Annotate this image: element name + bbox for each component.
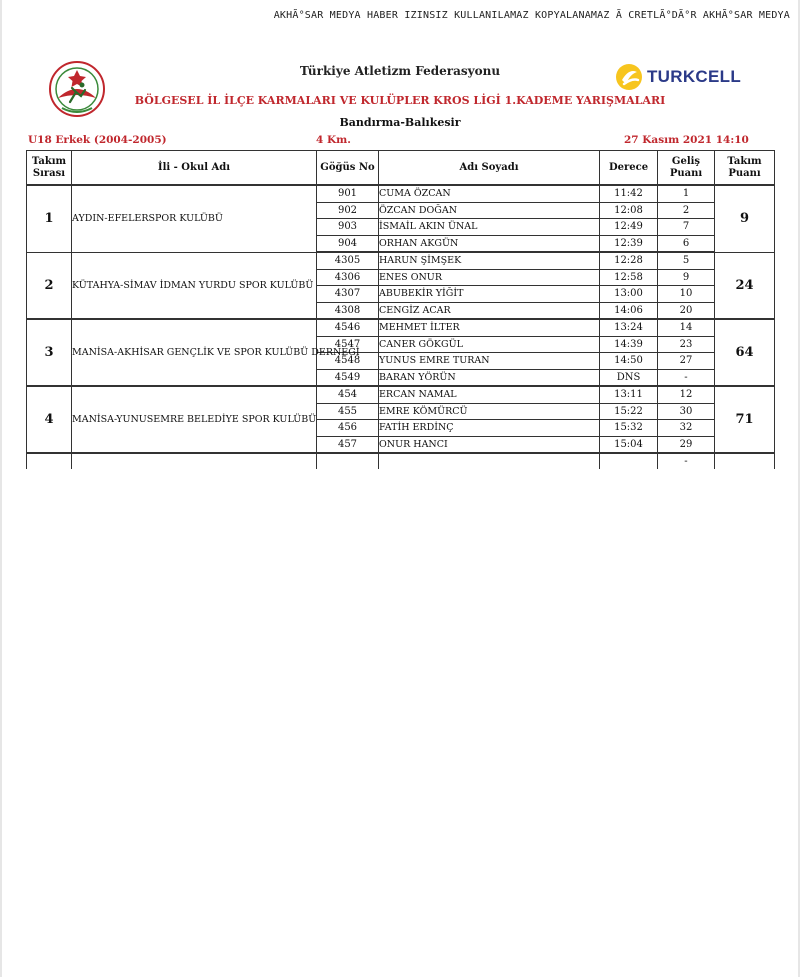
athlete-points: - bbox=[658, 369, 715, 386]
athlete-points: 23 bbox=[658, 336, 715, 353]
organization-title: Türkiye Atletizm Federasyonu bbox=[299, 64, 501, 78]
athlete-points: 29 bbox=[658, 436, 715, 453]
blank-cell bbox=[72, 453, 317, 469]
athlete-time: 15:04 bbox=[600, 436, 658, 453]
table-row bbox=[27, 386, 775, 403]
athlete-bib: 904 bbox=[317, 235, 379, 252]
column-header-rank: Takım Sırası bbox=[27, 151, 72, 186]
athlete-points: 14 bbox=[658, 319, 715, 336]
athlete-time: 13:00 bbox=[600, 286, 658, 303]
athlete-name: BARAN YÖRÜN bbox=[379, 369, 600, 386]
athlete-name: ORHAN AKGÜN bbox=[379, 235, 600, 252]
athlete-time: 12:39 bbox=[600, 235, 658, 252]
athlete-points: 32 bbox=[658, 420, 715, 437]
athlete-name: HARUN ŞİMŞEK bbox=[379, 252, 600, 269]
column-header-name: Adı Soyadı bbox=[379, 151, 600, 186]
athlete-bib: 4546 bbox=[317, 319, 379, 336]
team-rank: 4 bbox=[27, 386, 72, 453]
athlete-points: 27 bbox=[658, 353, 715, 370]
athlete-points: 10 bbox=[658, 286, 715, 303]
athlete-name: EMRE KÖMÜRCÜ bbox=[379, 403, 600, 420]
athlete-time: 15:22 bbox=[600, 403, 658, 420]
athlete-points: 2 bbox=[658, 202, 715, 219]
column-header-club: İli - Okul Adı bbox=[72, 151, 317, 186]
athlete-name: ERCAN NAMAL bbox=[379, 386, 600, 403]
team-total: 71 bbox=[715, 386, 775, 453]
athlete-points: 1 bbox=[658, 185, 715, 202]
blank-cell bbox=[379, 453, 600, 469]
athlete-points: 7 bbox=[658, 219, 715, 236]
athlete-points: 30 bbox=[658, 403, 715, 420]
athlete-name: ONUR HANCI bbox=[379, 436, 600, 453]
athlete-bib: 4308 bbox=[317, 302, 379, 319]
team-club: KÜTAHYA-SİMAV İDMAN YURDU SPOR KULÜBÜ bbox=[72, 252, 317, 319]
table-header-row bbox=[27, 151, 775, 186]
event-title: BÖLGESEL İL İLÇE KARMALARI VE KULÜPLER KROS LİGİ 1.KADEME YARIŞMALARI bbox=[134, 94, 666, 107]
column-header-team-points: Takım Puanı bbox=[715, 151, 775, 186]
athlete-points: 20 bbox=[658, 302, 715, 319]
athlete-bib: 454 bbox=[317, 386, 379, 403]
athlete-name: FATİH ERDİNÇ bbox=[379, 420, 600, 437]
athlete-time: 12:49 bbox=[600, 219, 658, 236]
athlete-bib: 902 bbox=[317, 202, 379, 219]
athlete-points: 9 bbox=[658, 269, 715, 286]
athlete-bib: 901 bbox=[317, 185, 379, 202]
blank-cell bbox=[317, 453, 379, 469]
athlete-name: ABUBEKİR YİĞİT bbox=[379, 286, 600, 303]
category-label: U18 Erkek (2004-2005) bbox=[28, 134, 167, 146]
athlete-name: CENGİZ ACAR bbox=[379, 302, 600, 319]
team-rank: 2 bbox=[27, 252, 72, 319]
athlete-bib: 4305 bbox=[317, 252, 379, 269]
table-row-blank bbox=[27, 453, 775, 469]
team-total: 64 bbox=[715, 319, 775, 386]
team-club: MANİSA-AKHİSAR GENÇLİK VE SPOR KULÜBÜ DERNEĞİ bbox=[72, 319, 317, 386]
athlete-time: 12:28 bbox=[600, 252, 658, 269]
column-header-time: Derece bbox=[600, 151, 658, 186]
athlete-bib: 4547 bbox=[317, 336, 379, 353]
results-table bbox=[26, 150, 775, 469]
athlete-name: ÖZCAN DOĞAN bbox=[379, 202, 600, 219]
distance-label: 4 Km. bbox=[316, 134, 351, 146]
column-header-points: Geliş Puanı bbox=[658, 151, 715, 186]
athlete-time: 14:50 bbox=[600, 353, 658, 370]
team-club: MANİSA-YUNUSEMRE BELEDİYE SPOR KULÜBÜ bbox=[72, 386, 317, 453]
athlete-bib: 903 bbox=[317, 219, 379, 236]
athlete-name: CANER GÖKGÜL bbox=[379, 336, 600, 353]
table-row bbox=[27, 185, 775, 202]
athlete-name: YUNUS EMRE TURAN bbox=[379, 353, 600, 370]
team-club: AYDIN-EFELERSPOR KULÜBÜ bbox=[72, 185, 317, 252]
athlete-points: 12 bbox=[658, 386, 715, 403]
athlete-bib: 455 bbox=[317, 403, 379, 420]
athlete-name: ENES ONUR bbox=[379, 269, 600, 286]
athlete-time: 13:11 bbox=[600, 386, 658, 403]
table-row bbox=[27, 319, 775, 336]
athlete-points: 5 bbox=[658, 252, 715, 269]
page-edge-left bbox=[0, 0, 2, 977]
athlete-bib: 457 bbox=[317, 436, 379, 453]
athlete-name: CUMA ÖZCAN bbox=[379, 185, 600, 202]
athlete-bib: 4549 bbox=[317, 369, 379, 386]
athlete-name: MEHMET İLTER bbox=[379, 319, 600, 336]
venue-label: Bandırma-Balıkesir bbox=[339, 116, 461, 129]
athlete-time: 12:58 bbox=[600, 269, 658, 286]
athlete-name: İSMAİL AKIN ÜNAL bbox=[379, 219, 600, 236]
athlete-time: 13:24 bbox=[600, 319, 658, 336]
sponsor-name: TURKCELL bbox=[647, 67, 741, 86]
column-header-bib: Göğüs No bbox=[317, 151, 379, 186]
athlete-bib: 4548 bbox=[317, 353, 379, 370]
athlete-time: 11:42 bbox=[600, 185, 658, 202]
table-row bbox=[27, 252, 775, 269]
athlete-bib: 456 bbox=[317, 420, 379, 437]
athlete-time: 14:39 bbox=[600, 336, 658, 353]
blank-cell bbox=[27, 453, 72, 469]
blank-cell bbox=[715, 453, 775, 469]
team-rank: 1 bbox=[27, 185, 72, 252]
sponsor-logo bbox=[614, 62, 741, 92]
datetime-label: 27 Kasım 2021 14:10 bbox=[624, 134, 749, 146]
athlete-time: DNS bbox=[600, 369, 658, 386]
sponsor-emblem-icon bbox=[614, 62, 644, 92]
athlete-bib: 4306 bbox=[317, 269, 379, 286]
blank-points: - bbox=[658, 453, 715, 469]
team-rank: 3 bbox=[27, 319, 72, 386]
watermark-text: AKHÃ°SAR MEDYA HABER IZINSIZ KULLANILAMAZ KOPYALANAMAZ Ã CRETLÃ°DÃ°R AKHÃ°SAR MEDYA bbox=[273, 10, 790, 21]
team-total: 9 bbox=[715, 185, 775, 252]
team-total: 24 bbox=[715, 252, 775, 319]
athlete-time: 14:06 bbox=[600, 302, 658, 319]
athlete-time: 12:08 bbox=[600, 202, 658, 219]
athlete-points: 6 bbox=[658, 235, 715, 252]
blank-cell bbox=[600, 453, 658, 469]
athlete-time: 15:32 bbox=[600, 420, 658, 437]
athlete-bib: 4307 bbox=[317, 286, 379, 303]
